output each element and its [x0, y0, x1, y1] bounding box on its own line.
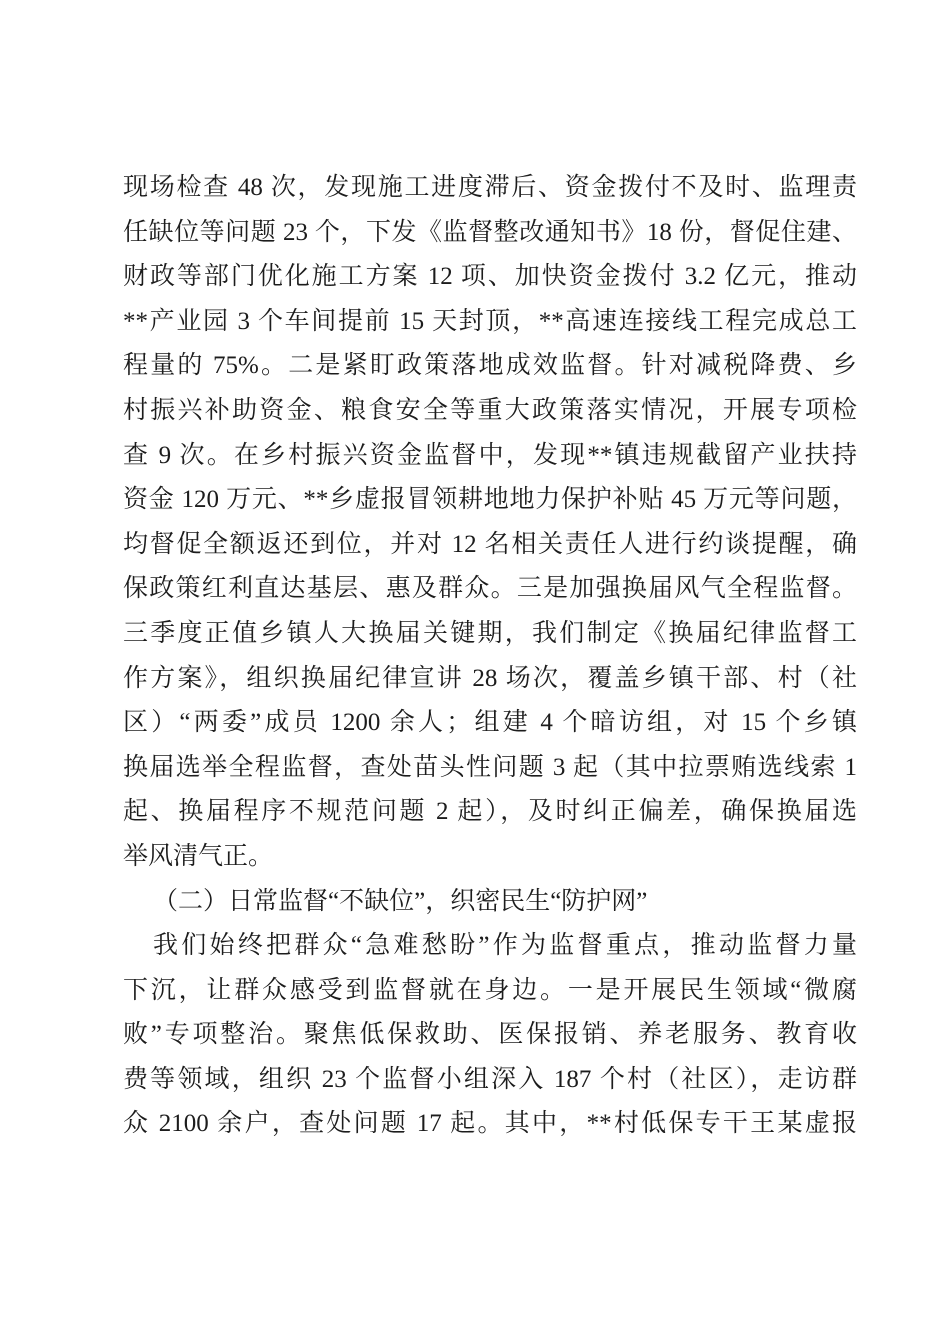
- text-line: 保政策红利直达基层、惠及群众。三是加强换届风气全程监督。: [123, 575, 857, 603]
- section-heading: （二）日常监督“不缺位”，织密民生“防护网”: [153, 887, 648, 915]
- text-line: 下沉，让群众感受到监督就在身边。一是开展民生领域“微腐: [123, 976, 857, 1004]
- text-line: 区）“两委”成员 1200 余人；组建 4 个暗访组，对 15 个乡镇: [123, 709, 857, 737]
- text-line: **产业园 3 个车间提前 15 天封顶，**高速连接线工程完成总工: [123, 307, 857, 335]
- text-line: 现场检查 48 次，发现施工进度滞后、资金拨付不及时、监理责: [123, 174, 857, 201]
- text-line: 三季度正值乡镇人大换届关键期，我们制定《换届纪律监督工: [123, 619, 857, 647]
- text-line: 资金 120 万元、**乡虚报冒领耕地地力保护补贴 45 万元等问题，: [123, 486, 857, 514]
- text-line: 败”专项整治。聚焦低保救助、医保报销、养老服务、教育收: [123, 1021, 857, 1049]
- text-line: 村振兴补助资金、粮食安全等重大政策落实情况，开展专项检: [123, 396, 857, 424]
- text-line: 起、换届程序不规范问题 2 起），及时纠正偏差，确保换届选: [123, 798, 857, 826]
- text-line: 查 9 次。在乡村振兴资金监督中，发现**镇违规截留产业扶持: [123, 441, 857, 469]
- text-line: 众 2100 余户，查处问题 17 起。其中，**村低保专干王某虚报: [123, 1110, 857, 1138]
- text-line: 程量的 75%。二是紧盯政策落地成效监督。针对减税降费、乡: [123, 352, 857, 380]
- text-line: 作方案》，组织换届纪律宣讲 28 场次，覆盖乡镇干部、村（社: [123, 664, 857, 692]
- text-line: 我们始终把群众“急难愁盼”作为监督重点，推动监督力量: [153, 932, 857, 960]
- text-line: 任缺位等问题 23 个，下发《监督整改通知书》18 份，督促住建、: [123, 218, 857, 246]
- document-page: [123, 166, 857, 1147]
- text-line: 财政等部门优化施工方案 12 项、加快资金拨付 3.2 亿元，推动: [123, 263, 857, 291]
- text-line: 费等领域，组织 23 个监督小组深入 187 个村（社区），走访群: [123, 1065, 857, 1093]
- text-line: 换届选举全程监督，查处苗头性问题 3 起（其中拉票贿选线索 1: [123, 753, 857, 781]
- text-line: 举风清气正。: [123, 842, 274, 870]
- text-line: 均督促全额返还到位，并对 12 名相关责任人进行约谈提醒，确: [123, 530, 857, 558]
